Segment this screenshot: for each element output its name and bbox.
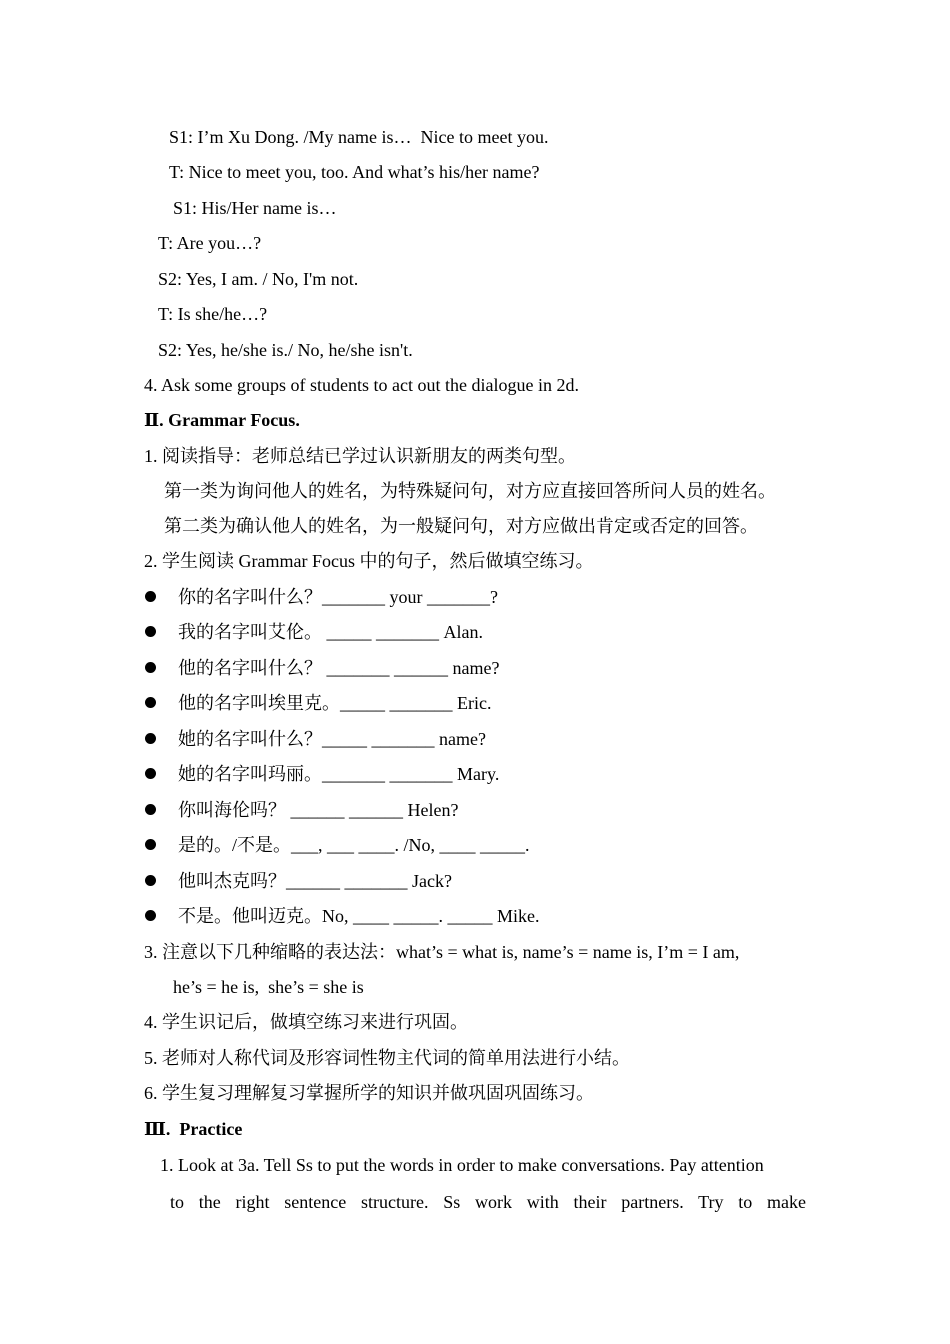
grammar-item-3: 3. 注意以下几种缩略的表达法：what’s = what is, name’s = name is, I’m = I am, [144, 942, 740, 962]
bullet-icon [145, 662, 156, 673]
bullet-icon [145, 591, 156, 602]
exercise-item: 她的名字叫什么？_____ _______ name? [178, 729, 486, 749]
section-heading-grammar-focus: Ⅱ. Grammar Focus. [144, 410, 300, 430]
exercise-item: 他的名字叫埃里克。_____ _______ Eric. [178, 693, 492, 713]
bullet-icon [145, 875, 156, 886]
bullet-icon [145, 768, 156, 779]
exercise-item: 他的名字叫什么？ _______ ______ name? [178, 658, 500, 678]
dialogue-line: S2: Yes, he/she is./ No, he/she isn't. [158, 340, 413, 360]
grammar-item-4: 4. 学生识记后，做填空练习来进行巩固。 [144, 1012, 468, 1032]
bullet-icon [145, 733, 156, 744]
exercise-item: 是的。/不是。___, ___ ____. /No, ____ _____. [178, 835, 530, 855]
exercise-item: 他叫杰克吗？______ _______ Jack? [178, 871, 452, 891]
dialogue-line: T: Is she/he…? [158, 304, 268, 324]
bullet-icon [145, 626, 156, 637]
grammar-item-2: 2. 学生阅读 Grammar Focus 中的句子，然后做填空练习。 [144, 551, 594, 571]
step-4: 4. Ask some groups of students to act out the dialogue in 2d. [144, 375, 579, 395]
bullet-icon [145, 697, 156, 708]
grammar-item-3-continued: he’s = he is, she’s = she is [173, 977, 364, 997]
bullet-icon [145, 839, 156, 850]
exercise-item: 不是。他叫迈克。No, ____ _____. _____ Mike. [178, 906, 540, 926]
grammar-item-1: 1. 阅读指导：老师总结已学过认识新朋友的两类句型。 [144, 446, 576, 466]
dialogue-line: S1: I’m Xu Dong. /My name is… Nice to meet you. [169, 127, 549, 147]
grammar-item-6: 6. 学生复习理解复习掌握所学的知识并做巩固巩固练习。 [144, 1083, 594, 1103]
exercise-item: 她的名字叫玛丽。_______ _______ Mary. [178, 764, 500, 784]
grammar-item-5: 5. 老师对人称代词及形容词性物主代词的简单用法进行小结。 [144, 1048, 630, 1068]
exercise-item: 你的名字叫什么？_______ your _______? [178, 587, 498, 607]
exercise-item: 你叫海伦吗？ ______ ______ Helen? [178, 800, 459, 820]
grammar-item-1-detail-b: 第二类为确认他人的姓名，为一般疑问句，对方应做出肯定或否定的回答。 [164, 516, 758, 536]
dialogue-line: T: Are you…? [158, 233, 262, 253]
practice-item-1-continued: to the right sentence structure. Ss work with their partners. Try to make [170, 1192, 806, 1212]
exercise-item: 我的名字叫艾伦。 _____ _______ Alan. [178, 622, 483, 642]
practice-item-1: 1. Look at 3a. Tell Ss to put the words in order to make conversations. Pay attention [160, 1155, 764, 1175]
dialogue-line: S2: Yes, I am. / No, I'm not. [158, 269, 359, 289]
section-heading-practice: Ⅲ. Practice [144, 1119, 243, 1139]
bullet-icon [145, 910, 156, 921]
dialogue-line: T: Nice to meet you, too. And what’s his/her name? [169, 162, 540, 182]
bullet-icon [145, 804, 156, 815]
dialogue-line: S1: His/Her name is… [173, 198, 337, 218]
grammar-item-1-detail-a: 第一类为询问他人的姓名，为特殊疑问句，对方应直接回答所问人员的姓名。 [164, 481, 776, 501]
